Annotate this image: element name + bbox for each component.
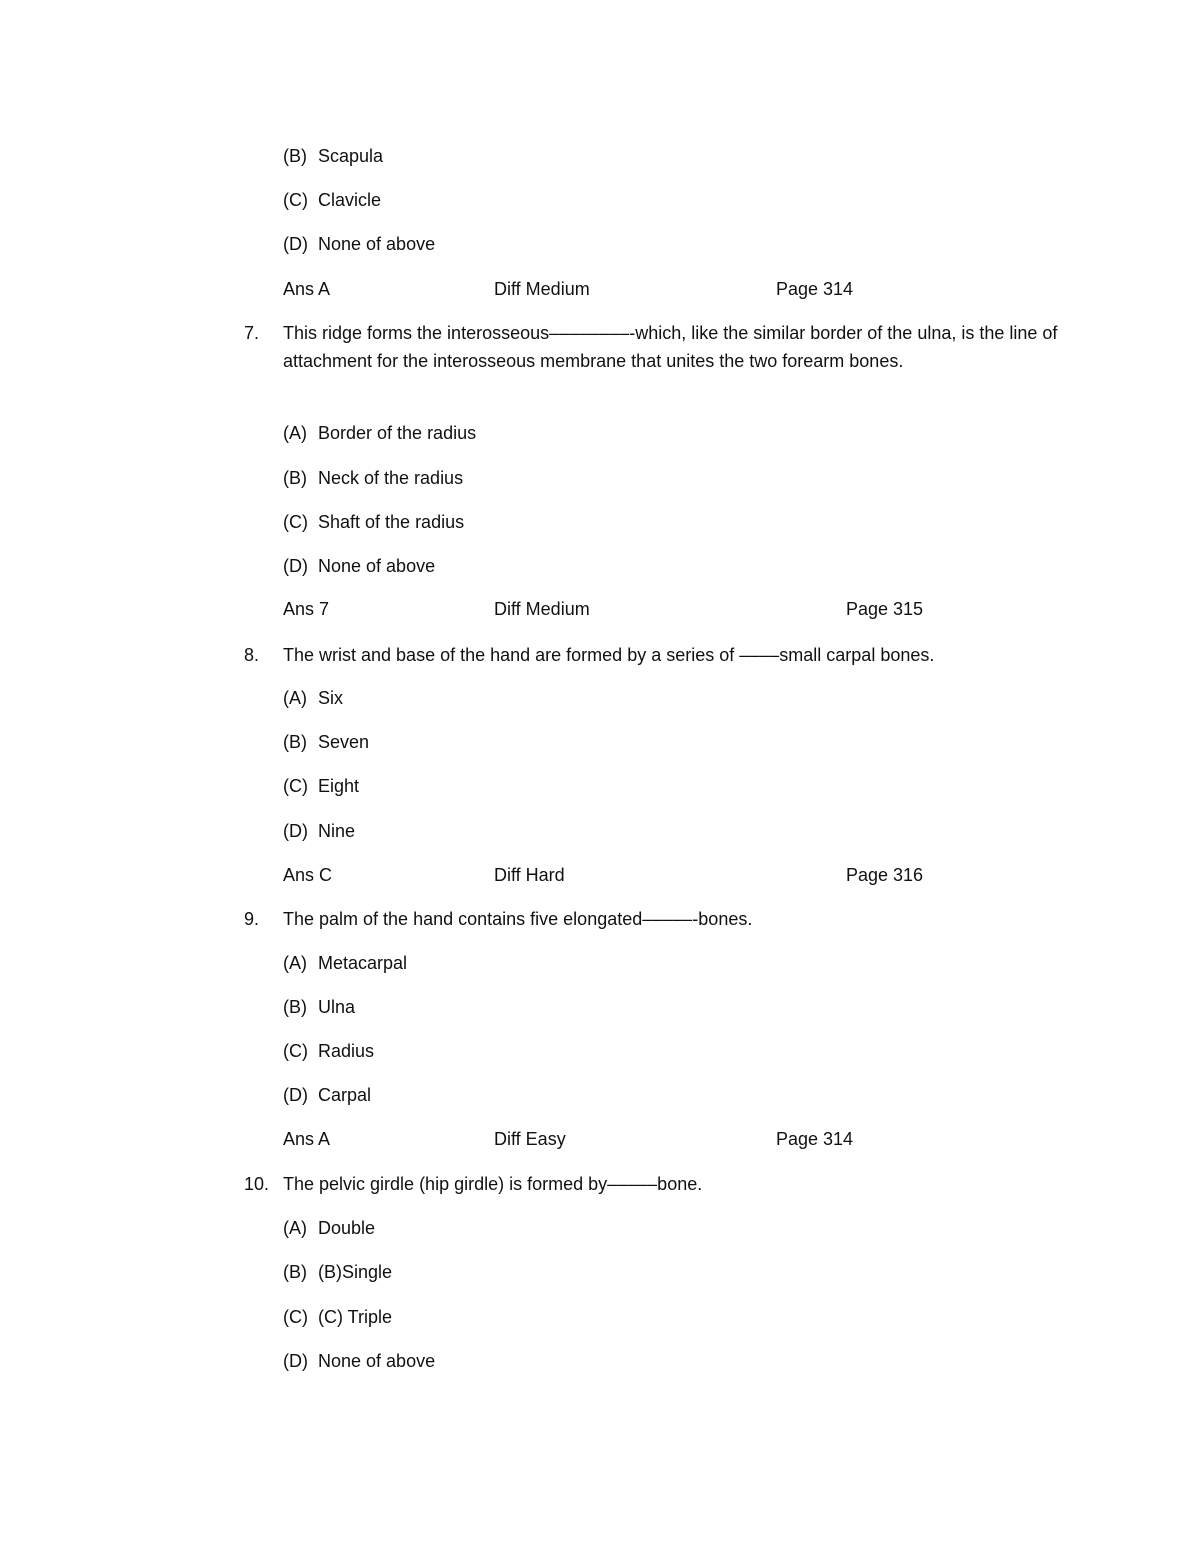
page-reference: Page 314 <box>776 1129 854 1149</box>
question-text: The pelvic girdle (hip girdle) is formed by–––––bone. <box>283 1174 703 1194</box>
option-letter: (D) <box>283 1085 308 1105</box>
option-text: Clavicle <box>318 190 382 210</box>
option-text: Scapula <box>318 146 384 166</box>
option-d <box>283 1350 435 1372</box>
option-a <box>283 687 343 709</box>
question-text: This ridge forms the interosseous––––––––-which, like the similar border of the ulna, is the line of attachment for the interosseous membrane that unites the two forearm bones. <box>283 323 1058 371</box>
option-letter: (D) <box>283 556 308 576</box>
option-c <box>283 189 381 211</box>
question-number: 10. <box>244 1174 270 1194</box>
option-c <box>283 511 464 533</box>
answer-label: Ans 7 <box>283 599 330 619</box>
option-text: None of above <box>318 234 436 254</box>
option-c <box>283 1306 392 1328</box>
answer-row <box>283 1128 854 1150</box>
option-text: Nine <box>318 821 356 841</box>
option-letter: (B) <box>283 732 307 752</box>
option-text: Shaft of the radius <box>318 512 465 532</box>
difficulty-label: Diff Medium <box>494 279 590 299</box>
page-reference: Page 314 <box>776 279 854 299</box>
option-b <box>283 1261 392 1283</box>
option-text: (B)Single <box>318 1262 393 1282</box>
option-d <box>283 233 435 255</box>
option-letter: (C) <box>283 1041 308 1061</box>
option-a <box>283 422 476 444</box>
question-number: 7. <box>244 323 260 343</box>
option-text: Neck of the radius <box>318 468 464 488</box>
option-c <box>283 1040 374 1062</box>
option-text: Metacarpal <box>318 953 408 973</box>
answer-label: Ans A <box>283 1129 331 1149</box>
option-letter: (A) <box>283 688 307 708</box>
page-reference: Page 315 <box>846 599 924 619</box>
option-text: Carpal <box>318 1085 372 1105</box>
option-c <box>283 775 359 797</box>
page-reference: Page 316 <box>846 865 924 885</box>
option-letter: (C) <box>283 190 308 210</box>
question-number: 8. <box>244 645 260 665</box>
option-b <box>283 145 383 167</box>
option-letter: (B) <box>283 468 307 488</box>
option-b <box>283 467 463 489</box>
question-number: 9. <box>244 909 260 929</box>
option-text: Border of the radius <box>318 423 477 443</box>
option-text: Six <box>318 688 344 708</box>
option-text: Double <box>318 1218 376 1238</box>
option-text: None of above <box>318 556 436 576</box>
answer-row <box>283 278 854 300</box>
option-text: (C) Triple <box>318 1307 393 1327</box>
option-letter: (D) <box>283 234 308 254</box>
option-letter: (D) <box>283 1351 308 1371</box>
answer-label: Ans A <box>283 279 331 299</box>
option-a <box>283 1217 375 1239</box>
option-text: Seven <box>318 732 370 752</box>
question-text: The palm of the hand contains five elongated–––––-bones. <box>283 909 753 929</box>
option-letter: (A) <box>283 1218 307 1238</box>
option-a <box>283 952 407 974</box>
option-letter: (B) <box>283 997 307 1017</box>
option-b <box>283 731 369 753</box>
option-letter: (C) <box>283 776 308 796</box>
option-text: None of above <box>318 1351 436 1371</box>
option-letter: (B) <box>283 146 307 166</box>
answer-row <box>283 598 924 620</box>
question-text: The wrist and base of the hand are formed by a series of ––––small carpal bones. <box>283 645 935 665</box>
answer-label: Ans C <box>283 865 333 885</box>
option-letter: (C) <box>283 512 308 532</box>
difficulty-label: Diff Medium <box>494 599 590 619</box>
option-d <box>283 555 435 577</box>
option-d <box>283 1084 371 1106</box>
option-b <box>283 996 355 1018</box>
option-letter: (B) <box>283 1262 307 1282</box>
option-letter: (A) <box>283 423 307 443</box>
answer-row <box>283 864 924 886</box>
difficulty-label: Diff Easy <box>494 1129 566 1149</box>
option-letter: (D) <box>283 821 308 841</box>
option-d <box>283 820 355 842</box>
difficulty-label: Diff Hard <box>494 865 565 885</box>
option-text: Ulna <box>318 997 356 1017</box>
option-letter: (A) <box>283 953 307 973</box>
option-letter: (C) <box>283 1307 308 1327</box>
option-text: Radius <box>318 1041 375 1061</box>
option-text: Eight <box>318 776 360 796</box>
